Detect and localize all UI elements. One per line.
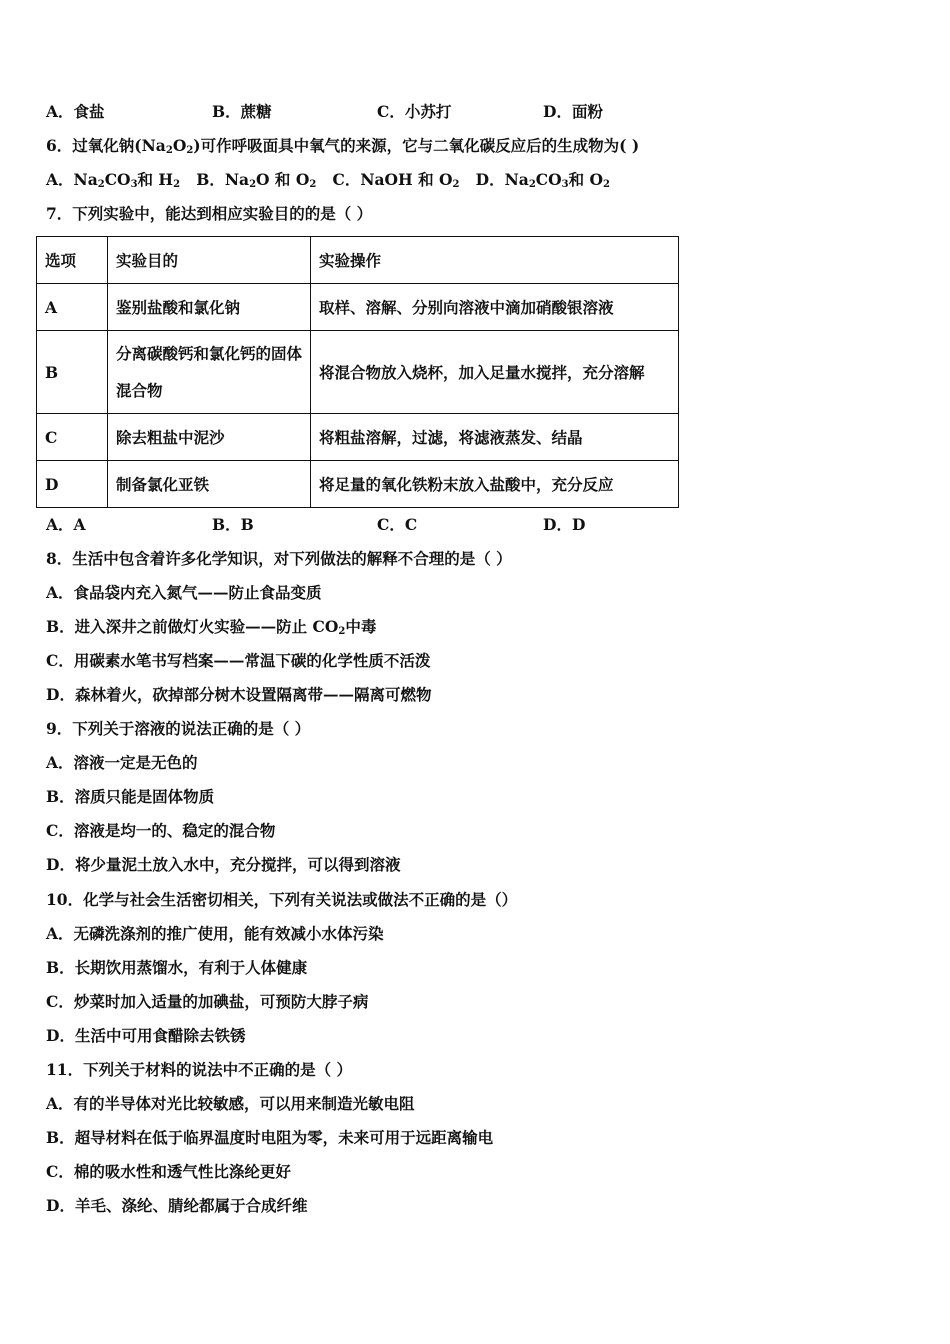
row-operation: 将粗盐溶解，过滤，将滤液蒸发、结晶 bbox=[311, 414, 679, 461]
table-row bbox=[37, 331, 679, 414]
q7-option-b: B．B bbox=[212, 515, 254, 534]
q11-option-a: A．有的半导体对光比较敏感，可以用来制造光敏电阻 bbox=[46, 1094, 415, 1113]
q7-stem: 7．下列实验中，能达到相应实验目的的是（ ） bbox=[46, 204, 373, 223]
q8-option-c: C．用碳素水笔书写档案——常温下碳的化学性质不活泼 bbox=[46, 651, 431, 670]
q7-option-d: D．D bbox=[543, 515, 586, 534]
q7-option-c: C．C bbox=[377, 515, 418, 534]
q9-option-c: C．溶液是均一的、稳定的混合物 bbox=[46, 821, 276, 840]
q11-stem: 11．下列关于材料的说法中不正确的是（ ） bbox=[46, 1060, 352, 1079]
q7-option-a: A．A bbox=[46, 515, 86, 534]
row-operation: 取样、溶解、分别向溶液中滴加硝酸银溶液 bbox=[311, 284, 679, 331]
q7-experiment-table bbox=[36, 236, 679, 508]
table-row bbox=[37, 461, 679, 508]
q6-options bbox=[46, 170, 610, 190]
q6-option-b: B．$Na_2O$ 和 $O_2$ bbox=[196, 170, 317, 190]
q11-option-c: C．棉的吸水性和透气性比涤纶更好 bbox=[46, 1162, 291, 1181]
q5-option-a: A．食盐 bbox=[46, 102, 105, 121]
q11-option-d: D．羊毛、涤纶、腈纶都属于合成纤维 bbox=[46, 1196, 308, 1215]
table-row bbox=[37, 414, 679, 461]
row-option: C bbox=[37, 414, 108, 461]
q10-option-b: B．长期饮用蒸馏水，有利于人体健康 bbox=[46, 958, 308, 977]
q8-stem: 8．生活中包含着许多化学知识，对下列做法的解释不合理的是（ ） bbox=[46, 549, 512, 568]
q6-option-d: D．$Na_2CO_3$和 $O_2$ bbox=[475, 170, 610, 190]
q9-option-a: A．溶液一定是无色的 bbox=[46, 753, 198, 772]
q9-stem: 9．下列关于溶液的说法正确的是（ ） bbox=[46, 719, 311, 738]
row-goal: 制备氯化亚铁 bbox=[108, 461, 311, 508]
q10-option-c: C．炒菜时加入适量的加碘盐，可预防大脖子病 bbox=[46, 992, 369, 1011]
row-option: B bbox=[37, 331, 108, 414]
q8-option-d: D．森林着火，砍掉部分树木设置隔离带——隔离可燃物 bbox=[46, 685, 432, 704]
row-option: A bbox=[37, 284, 108, 331]
header-goal: 实验目的 bbox=[108, 237, 311, 284]
q6-option-a: A．$Na_2CO_3$和 $H_2$ bbox=[46, 170, 181, 190]
row-goal: 分离碳酸钙和氯化钙的固体混合物 bbox=[108, 331, 311, 414]
row-goal: 鉴别盐酸和氯化钠 bbox=[108, 284, 311, 331]
q10-option-d: D．生活中可用食醋除去铁锈 bbox=[46, 1026, 246, 1045]
table-row bbox=[37, 284, 679, 331]
header-operation: 实验操作 bbox=[311, 237, 679, 284]
q11-option-b: B．超导材料在低于临界温度时电阻为零，未来可用于远距离输电 bbox=[46, 1128, 494, 1147]
q9-option-d: D．将少量泥土放入水中，充分搅拌，可以得到溶液 bbox=[46, 855, 401, 874]
q6-stem: 6．过氧化钠$(Na_2O_2)$可作呼吸面具中氧气的来源，它与二氧化碳反应后的生成物为( ) bbox=[46, 136, 640, 156]
q8-option-b: B．进入深井之前做灯火实验——防止 $CO_2$中毒 bbox=[46, 617, 377, 637]
q9-option-b: B．溶质只能是固体物质 bbox=[46, 787, 215, 806]
q5-option-b: B．蔗糖 bbox=[212, 102, 272, 121]
row-goal: 除去粗盐中泥沙 bbox=[108, 414, 311, 461]
q6-option-c: C．NaOH 和 $O_2$ bbox=[332, 170, 460, 190]
row-operation: 将足量的氧化铁粉末放入盐酸中，充分反应 bbox=[311, 461, 679, 508]
header-option: 选项 bbox=[37, 237, 108, 284]
q10-stem: 10．化学与社会生活密切相关，下列有关说法或做法不正确的是（） bbox=[46, 890, 518, 909]
table-header-row bbox=[37, 237, 679, 284]
q8-option-a: A．食品袋内充入氮气——防止食品变质 bbox=[46, 583, 322, 602]
q5-option-c: C．小苏打 bbox=[377, 102, 452, 121]
row-option: D bbox=[37, 461, 108, 508]
q10-option-a: A．无磷洗涤剂的推广使用，能有效减小水体污染 bbox=[46, 924, 384, 943]
row-operation: 将混合物放入烧杯，加入足量水搅拌，充分溶解 bbox=[311, 331, 679, 414]
q5-option-d: D．面粉 bbox=[543, 102, 603, 121]
